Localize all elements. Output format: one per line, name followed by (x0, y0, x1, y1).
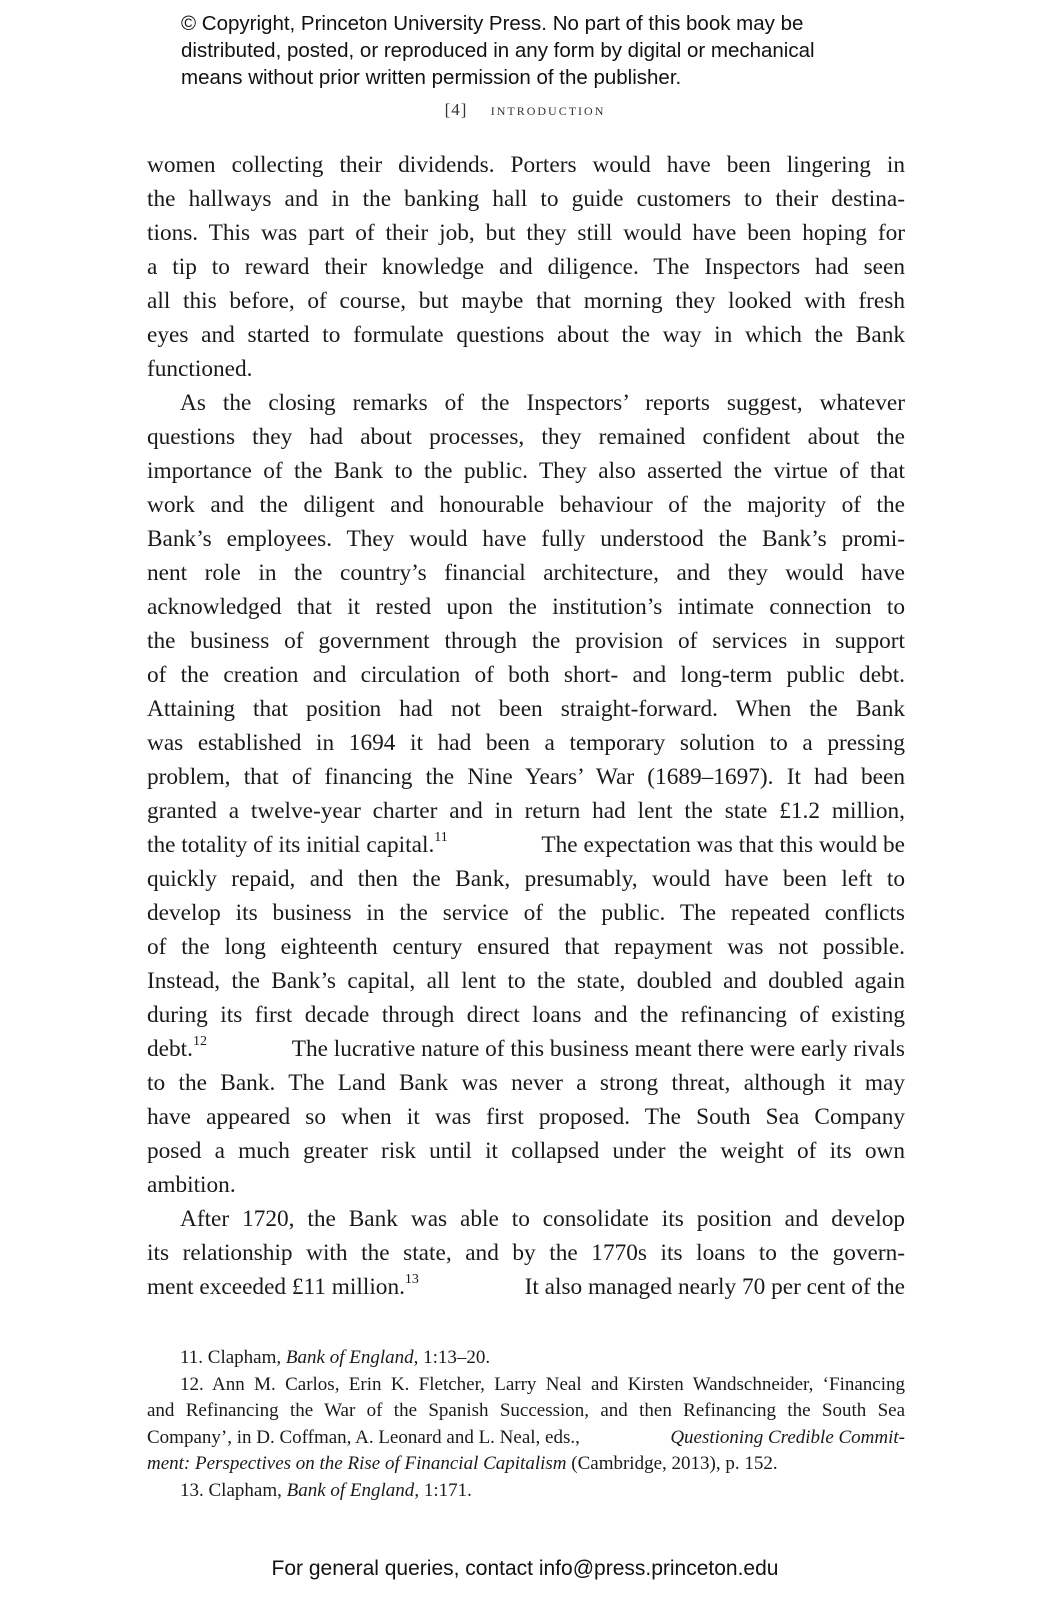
copyright-line: means without prior written permission of the publisher. (181, 66, 682, 89)
copyright-line: © Copyright, Princeton University Press. No part of this book may be (181, 12, 804, 35)
copyright-notice (181, 10, 901, 91)
text-line: nent role in the country’s financial architecture, and they would have (147, 560, 905, 586)
text-line: the business of government through the provision of services in support (147, 628, 905, 654)
text-fragment: the totality of its initial capital. (147, 832, 435, 858)
footnote-title: Bank of England (286, 1479, 415, 1501)
text-line: all this before, of course, but maybe that morning they looked with fresh (147, 288, 905, 314)
footnote-text: (Cambridge, 2013), p. 152. (566, 1453, 778, 1474)
text-fragment: ment exceeded £11 million. (147, 1274, 405, 1300)
text-line (147, 1032, 905, 1066)
text-fragment: It also managed nearly 70 per cent of the (524, 1274, 905, 1300)
text-line: to the Bank. The Land Bank was never a strong threat, although it may (147, 1070, 905, 1096)
text-line: a tip to reward their knowledge and diligence. The Inspectors had seen (147, 254, 905, 280)
footnote-title: Bank of England (285, 1347, 414, 1368)
footnote-12: 12. Ann M. Carlos, Erin K. Fletcher, Larry Neal and Kirsten Wandschneider, ‘Financing (180, 1373, 905, 1395)
footnote-11 (147, 1345, 905, 1372)
text-line: importance of the Bank to the public. They also asserted the virtue of that (147, 458, 905, 484)
footnote-ref: 12 (192, 1034, 207, 1050)
footnote-text: Company’, in D. Coffman, A. Leonard and L. Neal, eds., (147, 1426, 580, 1448)
text-line: Bank’s employees. They would have fully understood the Bank’s promi- (147, 526, 905, 552)
footnote-text: 11. Clapham, (180, 1347, 286, 1368)
text-line: the hallways and in the banking hall to guide customers to their destina- (147, 186, 905, 212)
text-fragment (147, 1032, 207, 1066)
footnote-ref: 11 (434, 830, 448, 846)
text-line: As the closing remarks of the Inspectors’ reports suggest, whatever (180, 390, 905, 416)
section-title: introduction (490, 100, 606, 119)
footnote-13 (147, 1478, 905, 1505)
page-number: [4] (444, 100, 468, 119)
text-line: its relationship with the state, and by the 1770s its loans to the govern- (147, 1240, 905, 1266)
text-line: posed a much greater risk until it collapsed under the weight of its own (147, 1138, 905, 1164)
text-line: quickly repaid, and then the Bank, presumably, would have been left to (147, 866, 905, 892)
footnote-text: , 1:13–20. (413, 1347, 491, 1368)
text-line: develop its business in the service of the public. The repeated conflicts (147, 900, 905, 926)
footnote-text: , 1:171. (414, 1479, 472, 1501)
text-fragment: The expectation was that this would be (541, 832, 905, 858)
text-fragment: debt. (147, 1036, 193, 1062)
text-line: was established in 1694 it had been a temporary solution to a pressing (147, 730, 905, 756)
text-fragment (147, 828, 448, 862)
text-line: problem, that of financing the Nine Years’ War (1689–1697). It had been (147, 764, 905, 790)
text-line: have appeared so when it was first proposed. The South Sea Company (147, 1104, 905, 1130)
text-line: ambition. (147, 1172, 236, 1198)
text-line: After 1720, the Bank was able to consolidate its position and develop (180, 1206, 905, 1232)
text-line: during its first decade through direct loans and the refinancing of existing (147, 1002, 905, 1028)
footnotes (147, 1345, 905, 1504)
footnote-text: 13. Clapham, (180, 1479, 287, 1501)
body-text (147, 148, 905, 1304)
text-line (147, 828, 905, 862)
text-line: eyes and started to formulate questions about the way in which the Bank (147, 322, 905, 348)
text-line (147, 1270, 905, 1304)
footnote-ref: 13 (404, 1272, 419, 1288)
footnote-title: Questioning Credible Commit- (670, 1426, 905, 1448)
text-line: work and the diligent and honourable behaviour of the majority of the (147, 492, 905, 518)
text-line: Attaining that position had not been straight-forward. When the Bank (147, 696, 905, 722)
text-fragment (147, 1270, 419, 1304)
copyright-line: distributed, posted, or reproduced in any form by digital or mechanical (181, 39, 815, 62)
running-head (0, 100, 1050, 120)
text-line: Instead, the Bank’s capital, all lent to the state, doubled and doubled again (147, 968, 905, 994)
text-fragment: The lucrative nature of this business meant there were early rivals (291, 1036, 905, 1062)
text-line: questions they had about processes, they remained confident about the (147, 424, 905, 450)
text-line: of the creation and circulation of both short- and long-term public debt. (147, 662, 905, 688)
text-line: granted a twelve-year charter and in return had lent the state £1.2 million, (147, 798, 905, 824)
text-line: of the long eighteenth century ensured that repayment was not possible. (147, 934, 905, 960)
text-line: acknowledged that it rested upon the institution’s intimate connection to (147, 594, 905, 620)
text-line: tions. This was part of their job, but they still would have been hoping for (147, 220, 905, 246)
footnote-12-line (147, 1451, 905, 1478)
footnote-12-line: and Refinancing the War of the Spanish Succession, and then Refinancing the South Sea (147, 1400, 905, 1421)
text-line: functioned. (147, 356, 253, 382)
footer-contact: For general queries, contact info@press.princeton.edu (271, 1557, 779, 1580)
footnote-title: ment: Perspectives on the Rise of Financial Capitalism (147, 1453, 567, 1474)
text-line: women collecting their dividends. Porters would have been lingering in (147, 152, 905, 178)
footnote-12-line (147, 1425, 905, 1452)
